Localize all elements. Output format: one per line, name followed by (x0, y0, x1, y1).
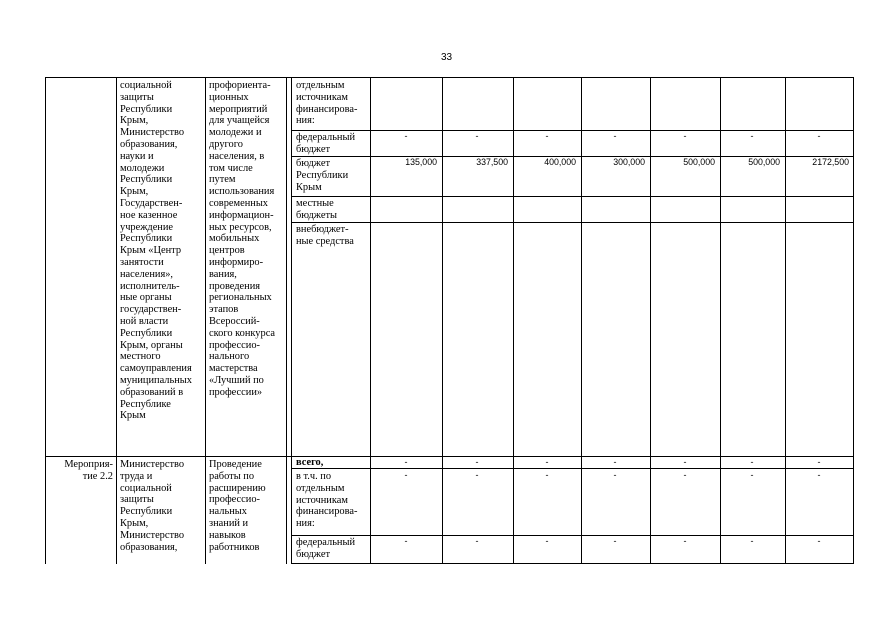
value-cell: - (750, 131, 754, 141)
value-cell: - (683, 131, 687, 141)
source-label: отдельным источникам финансирова- ния: (296, 80, 358, 127)
source-label: бюджет Республики Крым (296, 158, 349, 193)
value-cell: - (683, 470, 687, 480)
page-number: 33 (440, 52, 453, 63)
value-cell: - (683, 536, 687, 546)
value-cell: - (750, 470, 754, 480)
source-label: местные бюджеты (296, 198, 337, 221)
executors-cell: Министерство труда и социальной защиты Республики Крым, Министерство образования, (120, 459, 185, 553)
value-cell: - (545, 457, 549, 467)
col-border (45, 77, 46, 564)
value-cell: - (750, 457, 754, 467)
value-cell: 337,500 (476, 157, 508, 167)
col-border (291, 77, 292, 564)
source-label: внебюджет- ные средства (296, 224, 354, 247)
col-border (116, 77, 117, 564)
row-line (291, 196, 853, 197)
value-cell: - (817, 470, 821, 480)
table-bottom-line (291, 563, 853, 564)
row-line (291, 468, 853, 469)
value-cell: - (613, 457, 617, 467)
col-border (581, 77, 582, 564)
value-cell: - (475, 457, 479, 467)
col-border (650, 77, 651, 564)
value-cell: - (613, 536, 617, 546)
block-separator (45, 456, 853, 457)
executors-cell: социальной защиты Республики Крым, Министерство образования, науки и молодежи Республики Крым, Государствен- ное казенное учреждение Республики Крым «Центр занятости населения», исполнитель- ные органы государствен- ной власти Республики Крым, органы местного самоуправления муниципальных образований в Республике Крым (120, 80, 192, 422)
col-border (513, 77, 514, 564)
table-top-border (45, 77, 853, 78)
value-cell: - (475, 131, 479, 141)
value-cell: - (613, 131, 617, 141)
value-cell: - (404, 470, 408, 480)
value-cell: - (817, 536, 821, 546)
value-cell: - (613, 470, 617, 480)
value-cell: - (475, 536, 479, 546)
value-cell: - (545, 470, 549, 480)
value-cell: 500,000 (748, 157, 780, 167)
value-cell: - (404, 457, 408, 467)
value-cell: 400,000 (544, 157, 576, 167)
col-border (785, 77, 786, 564)
value-cell: - (683, 457, 687, 467)
value-cell: - (545, 536, 549, 546)
source-label: в т.ч. по отдельным источникам финансирова- ния: (296, 471, 358, 530)
col-border (442, 77, 443, 564)
description-cell: профориента- ционных мероприятий для учащейся молодежи и другого населения, в том числе путем использования современных информацион- ных ресурсов, мобильных центров информиро- вания, проведения региональных этапов Всероссий- ского конкурса профессио- нального мастерства «Лучший по профессии» (209, 80, 276, 398)
description-cell: Проведение работы по расширению профессио- нальных знаний и навыков работников (209, 459, 266, 553)
value-cell: - (404, 536, 408, 546)
source-label-total: всего, (296, 457, 324, 468)
value-cell: - (817, 457, 821, 467)
value-cell: 2172,500 (812, 157, 849, 167)
col-border (853, 77, 854, 564)
value-cell: 135,000 (405, 157, 437, 167)
value-cell: - (475, 470, 479, 480)
row-line (291, 222, 853, 223)
col-border (720, 77, 721, 564)
row-line (291, 535, 853, 536)
value-cell: - (817, 131, 821, 141)
value-cell: - (750, 536, 754, 546)
col-border (370, 77, 371, 564)
row-line (291, 130, 853, 131)
measure-number: Мероприя- тие 2.2 (64, 459, 113, 482)
source-label: федеральный бюджет (296, 132, 356, 155)
value-cell: 500,000 (683, 157, 715, 167)
source-label: федеральный бюджет (296, 537, 356, 560)
value-cell: - (545, 131, 549, 141)
value-cell: 300,000 (613, 157, 645, 167)
value-cell: - (404, 131, 408, 141)
